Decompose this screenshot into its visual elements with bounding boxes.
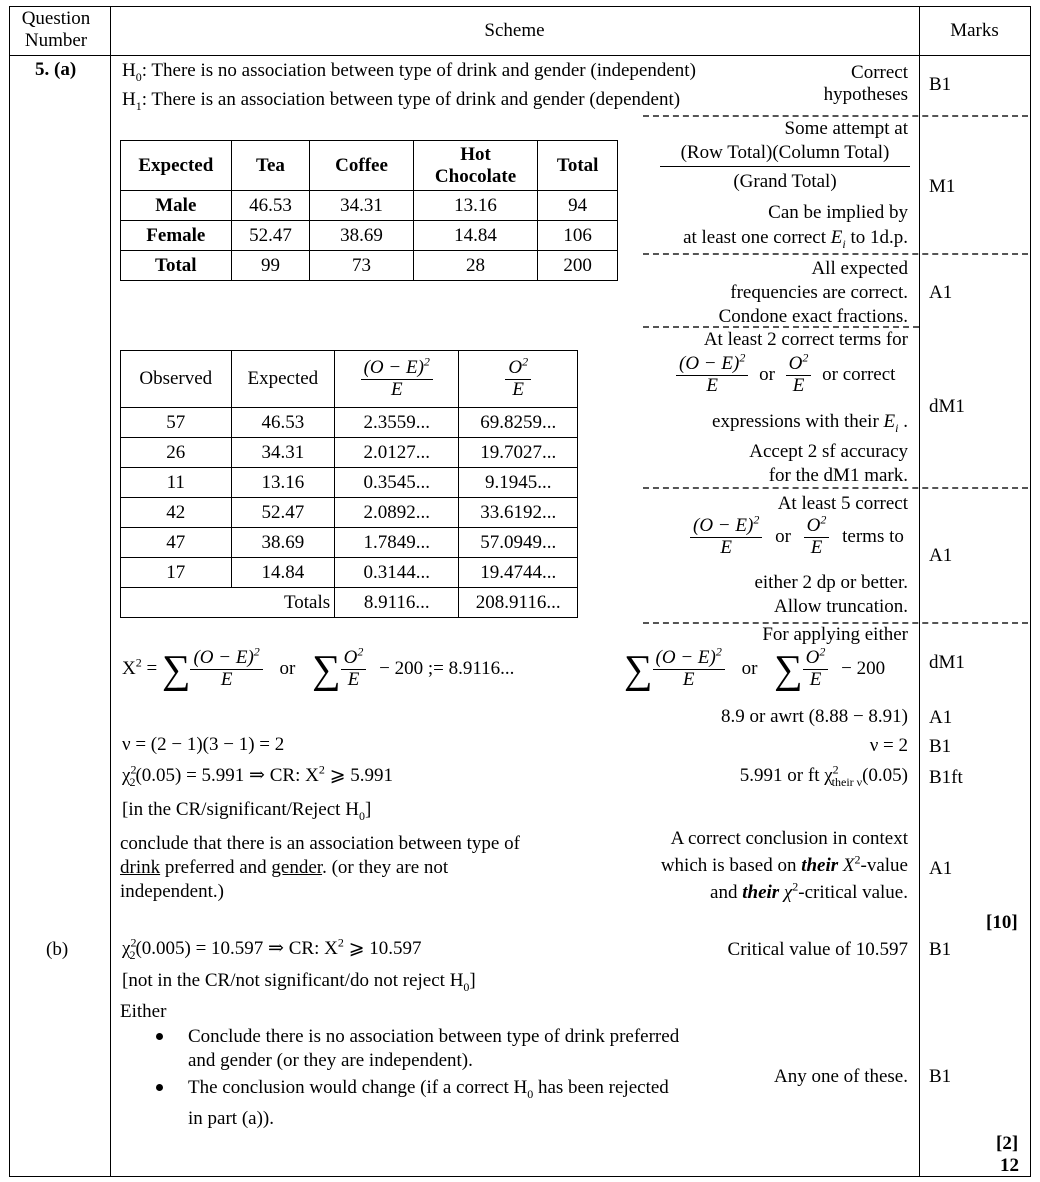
table-row: 17 14.84 0.3144... 19.4744...	[121, 558, 578, 588]
dm1-mark: dM1	[929, 396, 965, 417]
table-row: Female 52.47 38.69 14.84 106	[121, 221, 618, 251]
conclusion-note-l2: which is based on their $X^2$-value	[660, 852, 908, 876]
expected-header: Hot Chocolate	[413, 141, 538, 191]
x2-formula-note: ∑ $\frac{(O - E)^2}{E}$ or ∑ $\frac{O^2}{E}$ − 200	[624, 644, 886, 692]
m1-note-b1: Can be implied by	[768, 202, 908, 223]
hypotheses-note: Correct hypotheses	[823, 62, 908, 105]
h0-line: $H_0$: There is no association between type of drink and gender (independent)	[122, 60, 696, 84]
awrt-note: 8.9 or awrt (8.88 − 8.91)	[721, 706, 908, 727]
expected-table	[120, 140, 618, 281]
table-row: 26 34.31 2.0127... 19.7027...	[121, 438, 578, 468]
part-b-total: [2]	[996, 1133, 1019, 1154]
table-row: 11 13.16 0.3545... 9.1945...	[121, 468, 578, 498]
expected-header: Expected	[121, 141, 232, 191]
a1b-note-l3: either 2 dp or better.	[754, 572, 908, 593]
b-any-mark: B1	[929, 1066, 952, 1087]
conclusion-mark: A1	[929, 858, 953, 879]
h1-line: $H_1$: There is an association between type of drink and gender (dependent)	[122, 89, 681, 113]
awrt-mark: A1	[929, 707, 953, 728]
m1-mark: M1	[929, 176, 956, 197]
b-chi-note: Critical value of 10.597	[727, 939, 908, 960]
totals-row: Totals 8.9116... 208.9116...	[121, 588, 578, 618]
table-row: Male 46.53 34.31 13.16 94	[121, 191, 618, 221]
dm1-note-top: At least 2 correct terms for	[703, 329, 908, 350]
x2-formula: $X^2$ = ∑ $\frac{(O - E)^2}{E}$ or ∑ $\frac{O^2}{E}$ − 200 ;= 8.9116...	[122, 644, 515, 692]
chi-mark: B1ft	[929, 767, 963, 788]
b-notcr-line: [not in the CR/not significant/do not reject $H_0$]	[122, 970, 476, 994]
expected-col-header: Expected	[231, 351, 335, 408]
part-a-total: [10]	[986, 912, 1018, 933]
a1b-mark: A1	[929, 545, 953, 566]
chi-critical-line: $\chi^2_2(0.05) = 5.991$ ⇒ CR: $X^2$ ⩾ 5.991	[122, 762, 393, 789]
a1b-note-fracs: $\frac{(O - E)^2}{E}$ or $\frac{O^2}{E}$ terms to	[690, 516, 904, 559]
conclusion-l1: conclude that there is an association between type of	[120, 833, 520, 854]
bullet-dot	[156, 1084, 163, 1091]
o2e-header: $\frac{O^2}{E}$	[459, 351, 578, 408]
observed-table	[120, 350, 578, 618]
cr-line: [in the CR/significant/Reject $H_0$]	[122, 799, 372, 823]
chi-note: 5.991 or ft $\chi^2_{their \nu}(0.05)$	[739, 762, 908, 789]
b-bullet1-l2: and gender (or they are independent).	[188, 1050, 473, 1071]
observed-header: Observed	[121, 351, 232, 408]
part-a-label: 5. (a)	[35, 59, 77, 80]
conclusion-l3: independent.)	[120, 881, 224, 902]
m1-note-top: Some attempt at	[784, 118, 908, 139]
nu-note: ν = 2	[869, 735, 908, 756]
a1b-note-l4: Allow truncation.	[773, 596, 908, 617]
b-bullet2-l1: The conclusion would change (if a correct $H_0$ has been rejected	[188, 1077, 669, 1101]
table-row: 42 52.47 2.0892... 33.6192...	[121, 498, 578, 528]
oe-header: $\frac{(O - E)^2}{E}$	[335, 351, 459, 408]
x2-mark: dM1	[929, 652, 965, 673]
b-bullet2-l2: in part (a)).	[188, 1108, 274, 1129]
table-row: Total 99 73 28 200	[121, 251, 618, 281]
header-marks: Marks	[950, 20, 999, 41]
part-b-label: (b)	[46, 939, 69, 960]
b-any-note: Any one of these.	[773, 1066, 908, 1087]
b-chi-line: $\chi^2_2(0.005) = 10.597$ ⇒ CR: $X^2$ ⩾ 10.597	[122, 935, 422, 962]
dm1-note-l3: expressions with their $E_i$ .	[712, 411, 908, 435]
a1b-note-top: At least 5 correct	[777, 493, 908, 514]
a1-note: All expected frequencies are correct. Condone exact fractions.	[718, 258, 908, 327]
dm1-note-l4: Accept 2 sf accuracy	[749, 441, 908, 462]
dm1-note-l5: for the dM1 mark.	[768, 465, 908, 486]
b-either: Either	[120, 1001, 167, 1022]
expected-header: Coffee	[310, 141, 413, 191]
a1-mark: A1	[929, 282, 953, 303]
apply-note: For applying either	[762, 624, 908, 645]
header-scheme: Scheme	[484, 20, 545, 41]
bullet-dot	[156, 1033, 163, 1040]
conclusion-note-l1: A correct conclusion in context	[670, 828, 908, 849]
conclusion-l2: drink preferred and gender. (or they are not	[120, 857, 449, 878]
header-question-number: Question Number	[21, 8, 91, 51]
table-row: 57 46.53 2.3559... 69.8259...	[121, 408, 578, 438]
conclusion-note-l3: and their $\chi^2$-critical value.	[710, 879, 908, 903]
dm1-note-fracs: $\frac{(O - E)^2}{E}$ or $\frac{O^2}{E}$ or correct	[676, 354, 895, 397]
expected-header: Total	[538, 141, 618, 191]
nu-line: ν = (2 − 1)(3 − 1) = 2	[122, 734, 285, 755]
m1-fraction: (Row Total)(Column Total) (Grand Total)	[660, 143, 910, 193]
b-chi-mark: B1	[929, 939, 952, 960]
b-bullet1-l1: Conclude there is no association between type of drink preferred	[188, 1026, 680, 1047]
nu-mark: B1	[929, 736, 952, 757]
expected-header: Tea	[231, 141, 310, 191]
grand-total: 12	[1000, 1155, 1019, 1176]
hypotheses-mark: B1	[929, 74, 952, 95]
table-row: 47 38.69 1.7849... 57.0949...	[121, 528, 578, 558]
m1-note-b2: at least one correct $E_i$ to 1d.p.	[683, 227, 908, 251]
